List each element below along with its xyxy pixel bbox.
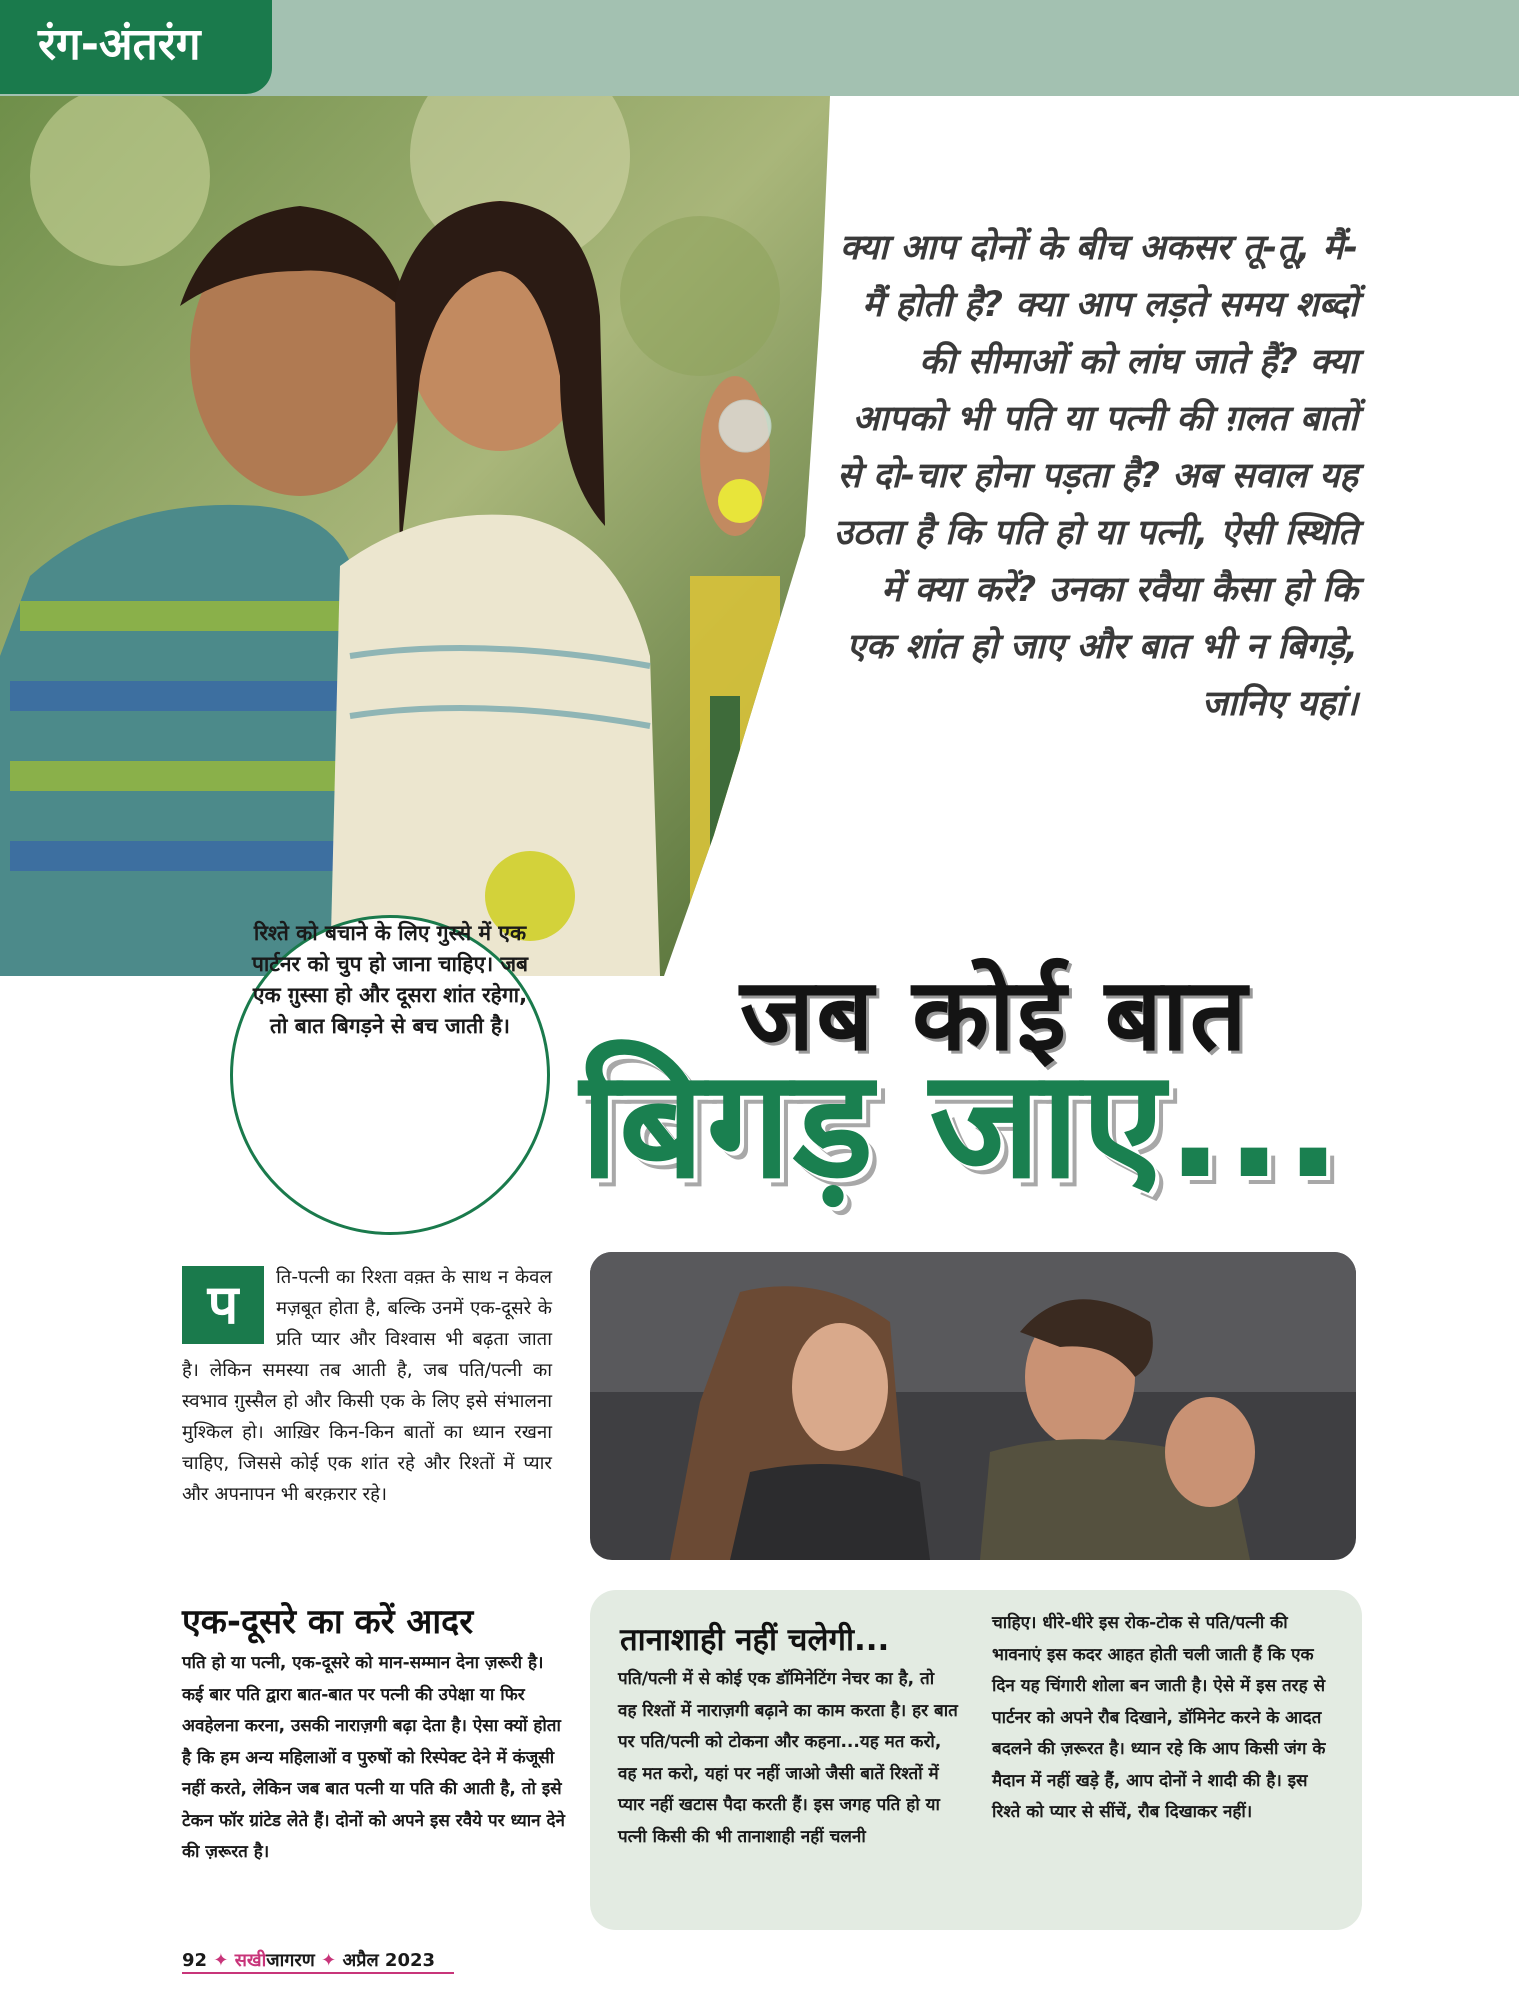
- intro-paragraph: क्या आप दोनों के बीच अकसर तू-तू, मैं-मैं होती है? क्या आप लड़ते समय शब्दों की सीमाओं को लांघ जाते हैं? क्या आपको भी पति या पत्नी की ग़लत बातों से दो-चार होना पड़ता है? अब सवाल यह उठता है कि पति हो या पत्नी, ऐसी स्थिति में क्या करें? उनका रवैया कैसा हो कि एक शांत हो जाए और बात भी न बिगड़े, जानिए यहां।: [833, 228, 1358, 724]
- star-icon: ✦: [213, 1950, 229, 1971]
- section2-text-col2: चाहिए। धीरे-धीरे इस रोक-टोक से पति/पत्नी की भावनाएं इस कदर आहत होती चली जाती हैं कि एक दिन यह चिंगारी शोला बन जाती है। ऐसे में इस तरह से पार्टनर को अपने रौब दिखाने, डॉमिनेट करने के आदत बदलने की ज़रूरत है। ध्यान रहे कि आप किसी जंग के मैदान में नहीं खड़े हैं, आप दोनों ने शादी की है। इस रिश्ते को प्यार से सींचें, रौब दिखाकर नहीं।: [992, 1613, 1326, 1822]
- footer-divider: [182, 1972, 454, 1974]
- page-number: 92: [182, 1950, 208, 1971]
- brand-name-b: जागरण: [266, 1950, 315, 1971]
- intro-body-text: ति-पत्नी का रिश्ता वक़्त के साथ न केवल मज़बूत होता है, बल्कि उनमें एक-दूसरे के प्रति प्यार और विश्वास भी बढ़ता जाता है। लेकिन समस्या तब आती है, जब पति/पत्नी का स्वभाव ग़ुस्सैल हो और किसी एक के लिए इसे संभालना मुश्किल हो। आख़िर किन-किन बातों का ध्यान रखना चाहिए, जिससे कोई एक शांत रहे और रिश्तों में प्यार और अपनापन भी बरक़रार रहे।: [182, 1267, 552, 1505]
- hero-photo-couple: [0, 96, 830, 976]
- section2-heading: तानाशाही नहीं चलेगी...: [620, 1622, 890, 1658]
- section2-text-col1: पति/पत्नी में से कोई एक डॉमिनेटिंग नेचर का है, तो वह रिश्तों में नाराज़गी बढ़ाने का काम करता है। हर बात पर पति/पत्नी को टोकना और कहना...यह मत करो, वह मत करो, यहां पर नहीं जाओ जैसी बातें रिश्तों में प्यार नहीं खटास पैदा करती हैं। इस जगह पति हो या पत्नी किसी की भी तानाशाही नहीं चलनी: [618, 1669, 958, 1847]
- callout-text: रिश्ते को बचाने के लिए गुस्से में एक पार्टनर को चुप हो जाना चाहिए। जब एक ग़ुस्सा हो और दूसरा शांत रहेगा, तो बात बिगड़ने से बच जाती है।: [251, 921, 529, 1038]
- intro-body-column: [182, 1262, 552, 1510]
- issue-date: अप्रैल 2023: [342, 1950, 436, 1971]
- headline-line-2: बिगड़ जाए...: [580, 1038, 1344, 1212]
- section-label: रंग-अंतरंग: [0, 0, 272, 94]
- star-icon: ✦: [321, 1950, 337, 1971]
- section1-heading: एक-दूसरे का करें आदर: [182, 1602, 474, 1642]
- page-footer: [182, 1948, 435, 1972]
- dropcap: प: [182, 1266, 264, 1344]
- brand-name-a: सखी: [234, 1950, 267, 1971]
- headline-line-1: जब कोई बात: [740, 956, 1249, 1073]
- section1-text: पति हो या पत्नी, एक-दूसरे को मान-सम्मान देना ज़रूरी है। कई बार पति द्वारा बात-बात पर पत्नी की उपेक्षा या फिर अवहेलना करना, उसकी नाराज़गी बढ़ा देता है। ऐसा क्यों होता है कि हम अन्य महिलाओं व पुरुषों को रिस्पेक्ट देने में कंजूसी नहीं करते, लेकिन जब बात पत्नी या पति की आती है, तो इसे टेकन फॉर ग्रांटेड लेते हैं। दोनों को अपने इस रवैये पर ध्यान देने की ज़रूरत है।: [182, 1653, 565, 1862]
- arguing-couple-photo: [590, 1252, 1356, 1560]
